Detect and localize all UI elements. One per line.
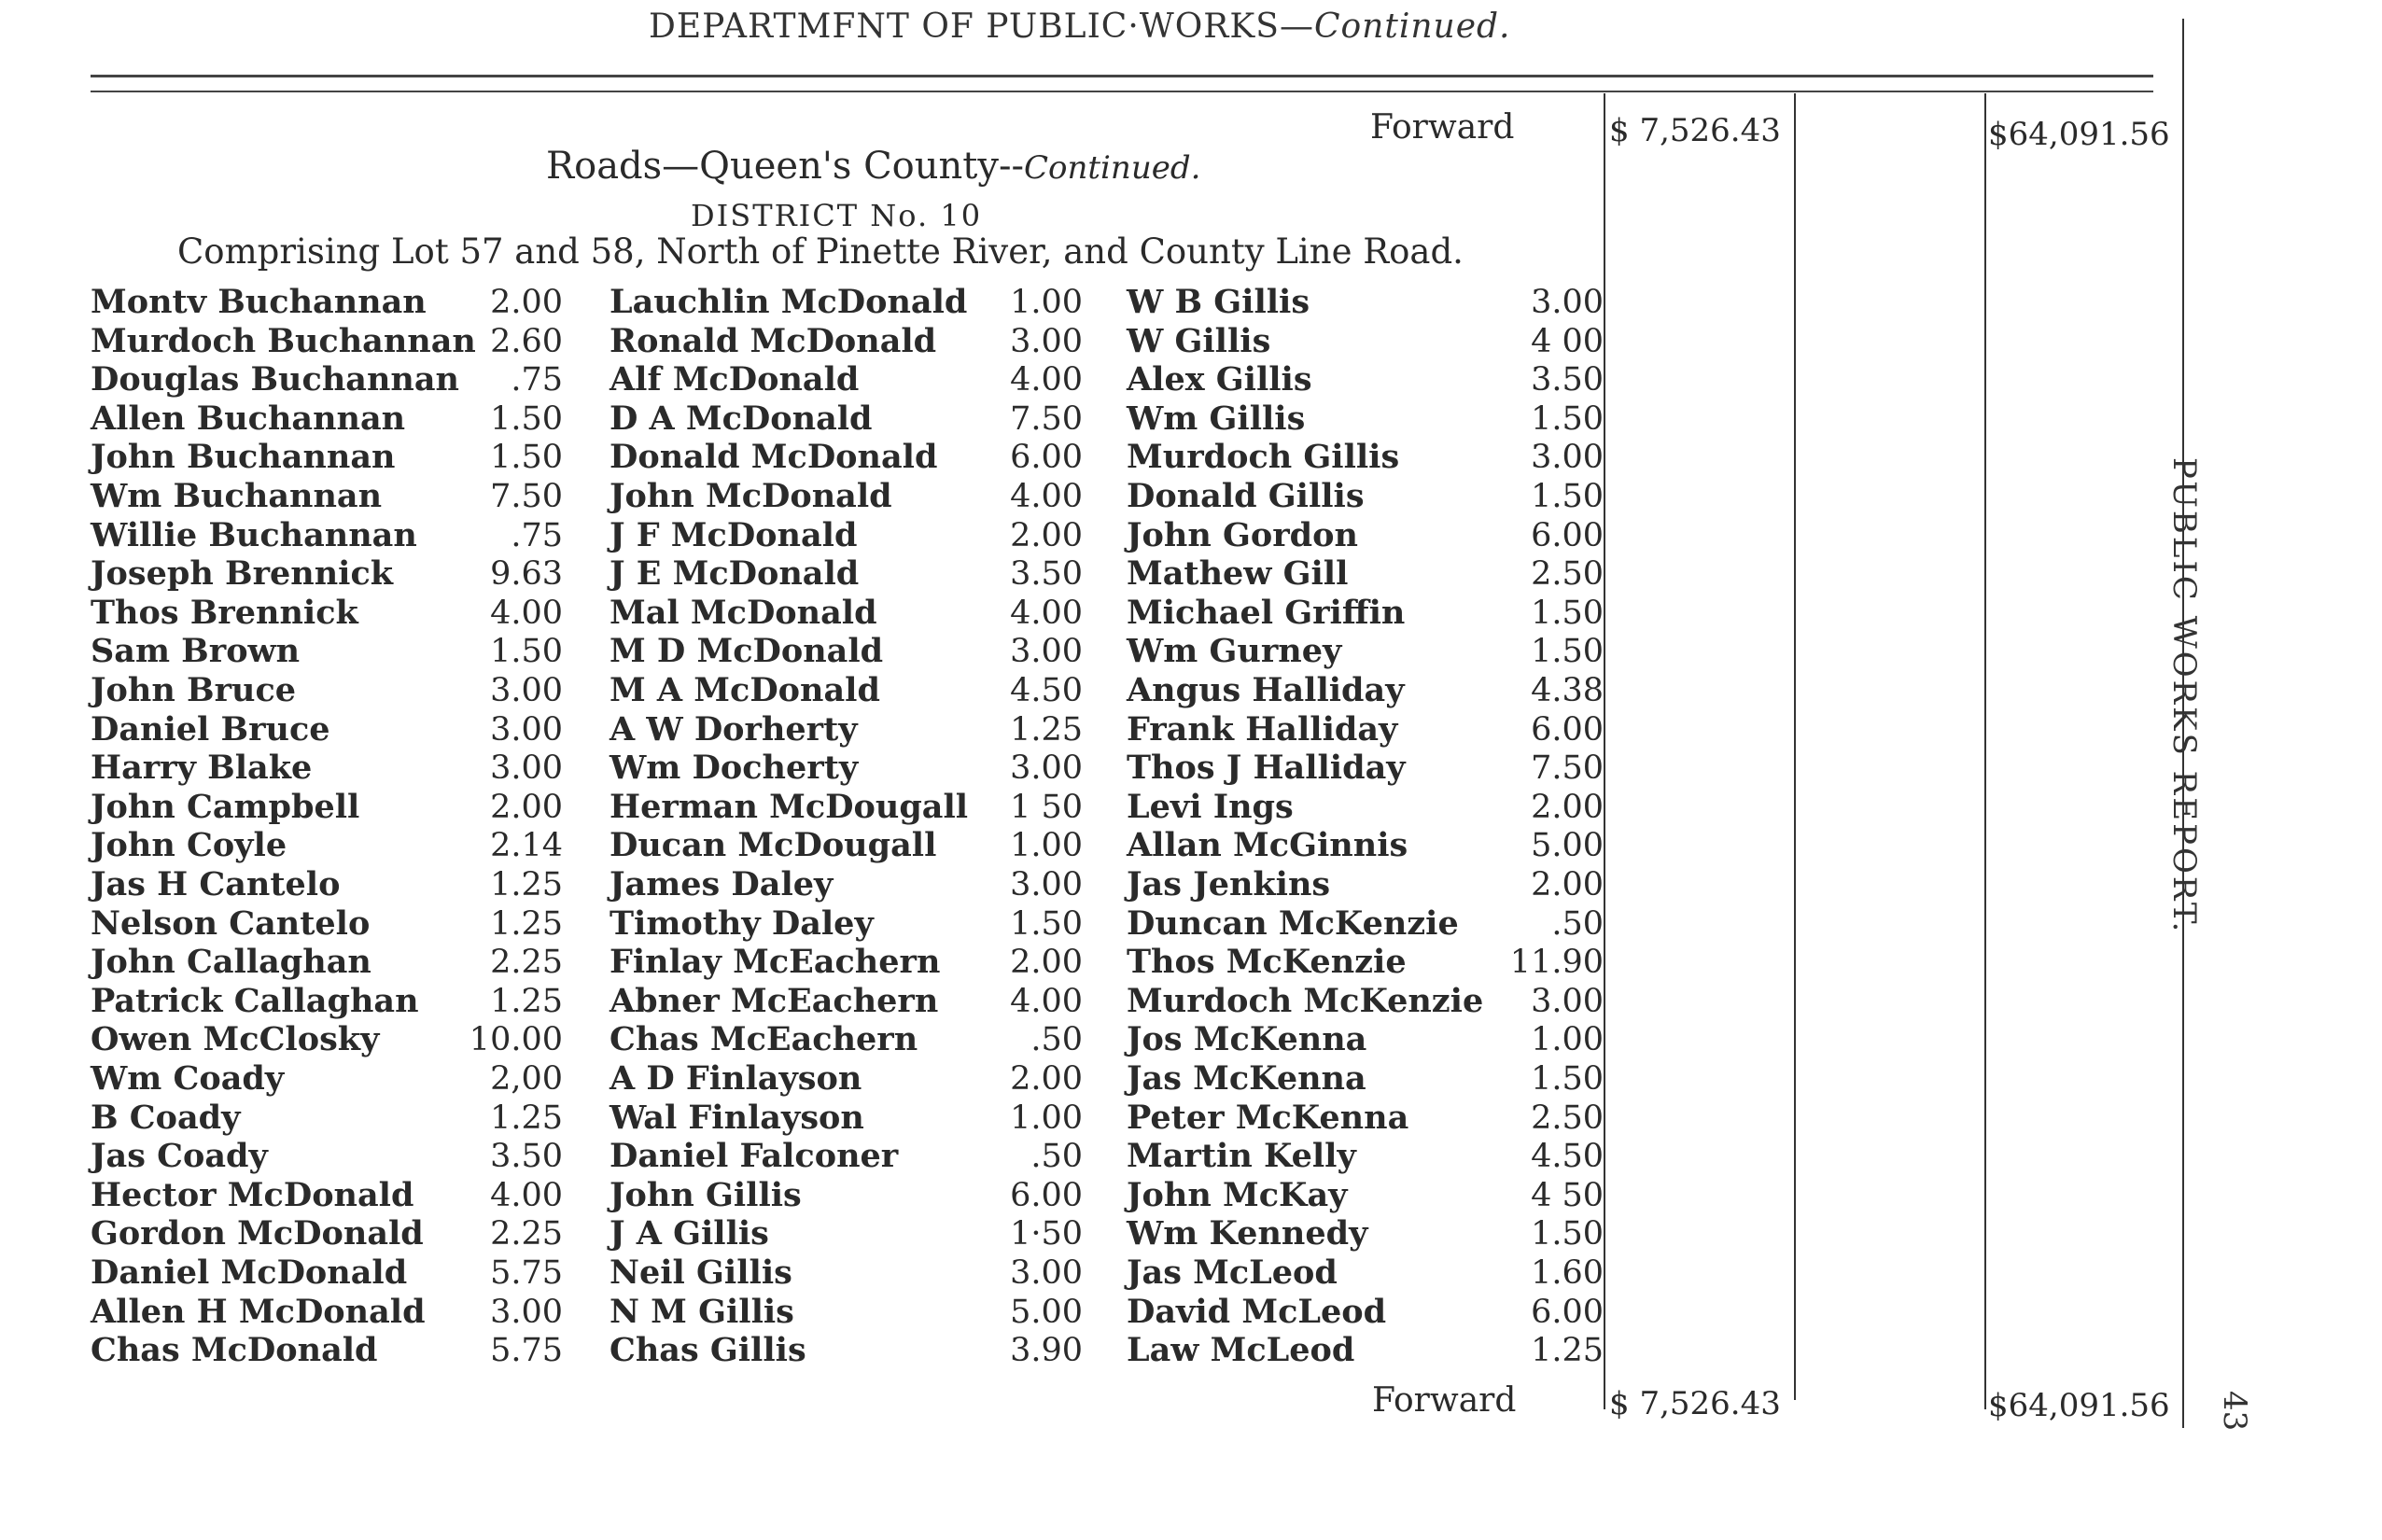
contributor-name: M A McDonald xyxy=(610,671,880,709)
contribution-amount: 2.00 xyxy=(1010,1060,1083,1098)
contributor-name: John Gordon xyxy=(1127,516,1358,554)
table-row xyxy=(0,1099,1605,1138)
contributor-name: D A McDonald xyxy=(610,399,873,438)
contribution-amount: 2.50 xyxy=(1531,555,1604,593)
contribution-amount: 4.50 xyxy=(1531,1138,1604,1175)
header-rule-bottom xyxy=(91,91,2153,92)
contribution-amount: 3.00 xyxy=(1010,1254,1083,1292)
contribution-amount: 2.00 xyxy=(1531,866,1604,903)
contributor-name: Jas Coady xyxy=(91,1137,268,1175)
table-row xyxy=(0,554,1605,594)
district-title: DISTRICT No. 10 xyxy=(691,198,983,233)
contributor-name: John Callaghan xyxy=(91,943,371,981)
header-dash: — xyxy=(1279,7,1314,46)
contribution-amount: 2.50 xyxy=(1531,1099,1604,1137)
contributor-name: Chas McDonald xyxy=(91,1331,378,1369)
contribution-amount: 1.50 xyxy=(1531,595,1604,632)
forward-label-bottom: Forward xyxy=(1372,1381,1517,1420)
contribution-amount: 3.00 xyxy=(490,1294,563,1331)
contributor-name: Duncan McKenzie xyxy=(1127,904,1459,943)
contributor-name: A W Dorherty xyxy=(610,710,858,749)
contributor-name: Allan McGinnis xyxy=(1127,826,1408,864)
contributor-name: Nelson Cantelo xyxy=(91,904,371,943)
contributor-name: Chas Gillis xyxy=(610,1331,806,1369)
contribution-amount: 3.00 xyxy=(1531,284,1604,321)
contributor-name: Martin Kelly xyxy=(1127,1137,1356,1175)
table-row xyxy=(0,594,1605,633)
contribution-amount: 10.00 xyxy=(469,1021,563,1058)
contributor-name: John McDonald xyxy=(610,477,892,515)
contribution-amount: 3.00 xyxy=(490,672,563,709)
column-divider-3 xyxy=(1984,93,1986,1409)
contribution-amount: 1.50 xyxy=(1531,1215,1604,1253)
contribution-amount: 7.50 xyxy=(1531,749,1604,787)
contribution-amount: 1.50 xyxy=(490,439,563,476)
contributor-name: Harry Blake xyxy=(91,749,313,787)
contributor-name: Jas H Cantelo xyxy=(91,865,341,903)
table-row xyxy=(0,1331,1605,1370)
contribution-amount: 2.00 xyxy=(490,284,563,321)
contributor-name: W Gillis xyxy=(1127,322,1271,360)
contributor-name: Wm Coady xyxy=(91,1059,285,1098)
contributor-name: Levi Ings xyxy=(1127,788,1294,826)
contributor-name: Donald McDonald xyxy=(610,438,938,476)
contributor-name: Wm Kennedy xyxy=(1127,1214,1368,1253)
contribution-amount: 3.50 xyxy=(1531,361,1604,399)
table-row xyxy=(0,1020,1605,1059)
contribution-amount: 6.00 xyxy=(1010,439,1083,476)
contribution-amount: 6.00 xyxy=(1531,1294,1604,1331)
district-description: Comprising Lot 57 and 58, North of Pinette River, and County Line Road. xyxy=(177,231,1464,272)
contributor-name: Neil Gillis xyxy=(610,1253,792,1292)
table-row xyxy=(0,788,1605,827)
table-row xyxy=(0,671,1605,710)
page-header xyxy=(649,7,1511,46)
contributor-name: John Bruce xyxy=(91,671,297,709)
contribution-amount: 3.00 xyxy=(490,749,563,787)
contribution-amount: .75 xyxy=(511,361,563,399)
contribution-amount: 1.50 xyxy=(1531,633,1604,670)
forward-amount-bottom-2: $64,091.56 xyxy=(1988,1387,2170,1424)
contribution-amount: 1.25 xyxy=(1531,1332,1604,1369)
contribution-amount: 3.00 xyxy=(1010,633,1083,670)
contributor-name: Law McLeod xyxy=(1127,1331,1355,1369)
contribution-amount: 5.75 xyxy=(490,1254,563,1292)
contributor-name: Patrick Callaghan xyxy=(91,982,419,1020)
contributor-name: Joseph Brennick xyxy=(91,554,394,593)
table-row xyxy=(0,826,1605,865)
contributor-name: Wm Docherty xyxy=(610,749,859,787)
contributor-name: John Coyle xyxy=(91,826,287,864)
contribution-amount: 5.75 xyxy=(490,1332,563,1369)
contribution-amount: 2.00 xyxy=(490,789,563,826)
table-row xyxy=(0,632,1605,671)
forward-amount-top-1: $ 7,526.43 xyxy=(1609,112,1781,149)
contributor-name: Mathew Gill xyxy=(1127,554,1349,593)
contribution-amount: 1.50 xyxy=(1010,905,1083,943)
contributor-name: Finlay McEachern xyxy=(610,943,941,981)
contributor-name: Ronald McDonald xyxy=(610,322,937,360)
table-row xyxy=(0,1214,1605,1253)
forward-label-top: Forward xyxy=(1370,108,1515,147)
header-rule-top xyxy=(91,75,2153,77)
contribution-amount: 2.14 xyxy=(490,827,563,864)
header-title: DEPARTMFNT OF PUBLIC·WORKS xyxy=(649,7,1280,46)
contribution-amount: 6.00 xyxy=(1531,711,1604,749)
contributor-name: Daniel Falconer xyxy=(610,1137,899,1175)
contribution-amount: 3.00 xyxy=(1010,866,1083,903)
contribution-amount: 1·50 xyxy=(1010,1215,1083,1253)
contribution-amount: 2.25 xyxy=(490,944,563,981)
contributor-name: Donald Gillis xyxy=(1127,477,1365,515)
contributor-name: Thos McKenzie xyxy=(1127,943,1407,981)
contributor-name: Montv Buchannan xyxy=(91,283,427,321)
contributor-name: James Daley xyxy=(610,865,834,903)
contributor-name: Thos J Halliday xyxy=(1127,749,1406,787)
contributor-name: Wal Finlayson xyxy=(610,1099,864,1137)
table-row xyxy=(0,1176,1605,1215)
contributor-name: Angus Halliday xyxy=(1127,671,1405,709)
contributor-name: Murdoch Buchannan xyxy=(91,322,476,360)
contributor-name: Alex Gillis xyxy=(1127,360,1312,399)
contribution-amount: 4 50 xyxy=(1531,1177,1604,1214)
contribution-amount: .50 xyxy=(1030,1021,1083,1058)
contribution-amount: 3.00 xyxy=(1010,749,1083,787)
contributor-name: John Gillis xyxy=(610,1176,802,1214)
contribution-amount: 3.50 xyxy=(490,1138,563,1175)
contributor-name: Abner McEachern xyxy=(610,982,939,1020)
contribution-amount: 4.00 xyxy=(490,595,563,632)
contribution-amount: 6.00 xyxy=(1531,517,1604,554)
forward-amount-bottom-1: $ 7,526.43 xyxy=(1609,1385,1781,1422)
column-divider-2 xyxy=(1794,93,1796,1400)
contributor-name: Mal McDonald xyxy=(610,594,877,632)
table-row xyxy=(0,477,1605,516)
contribution-amount: .50 xyxy=(1030,1138,1083,1175)
contributor-name: Murdoch McKenzie xyxy=(1127,982,1484,1020)
contributor-name: Lauchlin McDonald xyxy=(610,283,968,321)
contributor-name: B Coady xyxy=(91,1099,241,1137)
section-title-continued: Continued. xyxy=(1024,149,1201,187)
table-row xyxy=(0,516,1605,555)
table-row xyxy=(0,982,1605,1021)
contribution-amount: 4.00 xyxy=(490,1177,563,1214)
contribution-amount: 6.00 xyxy=(1010,1177,1083,1214)
contributor-name: Timothy Daley xyxy=(610,904,874,943)
side-title: PUBLIC WORKS REPORT. xyxy=(2165,457,2203,935)
contributor-name: Willie Buchannan xyxy=(91,516,417,554)
contributor-name: Chas McEachern xyxy=(610,1020,918,1058)
contribution-amount: 1.50 xyxy=(1531,400,1604,438)
contributor-name: Ducan McDougall xyxy=(610,826,937,864)
contributor-name: Alf McDonald xyxy=(610,360,860,399)
contribution-amount: 9.63 xyxy=(490,555,563,593)
contribution-amount: 5.00 xyxy=(1531,827,1604,864)
contributor-name: John McKay xyxy=(1127,1176,1348,1214)
contribution-amount: 1.25 xyxy=(490,983,563,1020)
table-row xyxy=(0,749,1605,788)
contribution-amount: 3.00 xyxy=(1010,323,1083,360)
contribution-amount: 1.25 xyxy=(1010,711,1083,749)
contribution-amount: 1.00 xyxy=(1010,827,1083,864)
contribution-amount: 1 50 xyxy=(1010,789,1083,826)
page-number: 43 xyxy=(2216,1391,2253,1432)
table-row xyxy=(0,1059,1605,1099)
contributor-name: Jos McKenna xyxy=(1127,1020,1367,1058)
contribution-amount: 3.00 xyxy=(1531,983,1604,1020)
contribution-amount: .75 xyxy=(511,517,563,554)
contributor-name: Jas McLeod xyxy=(1127,1253,1338,1292)
table-row xyxy=(0,1293,1605,1332)
contribution-amount: 1.25 xyxy=(490,905,563,943)
table-row xyxy=(0,865,1605,904)
contributor-name: J E McDonald xyxy=(610,554,860,593)
section-title-text: Roads—Queen's County-- xyxy=(546,145,1024,188)
table-row xyxy=(0,710,1605,749)
table-row xyxy=(0,904,1605,944)
contributor-name: John Buchannan xyxy=(91,438,396,476)
contributor-name: W B Gillis xyxy=(1127,283,1310,321)
contribution-amount: 3.90 xyxy=(1010,1332,1083,1369)
contribution-amount: 2.00 xyxy=(1010,944,1083,981)
contribution-amount: 4.00 xyxy=(1010,478,1083,515)
contributor-name: Murdoch Gillis xyxy=(1127,438,1400,476)
table-row xyxy=(0,943,1605,982)
table-row xyxy=(0,1137,1605,1176)
contributor-name: Michael Griffin xyxy=(1127,594,1406,632)
contribution-amount: 3.50 xyxy=(1010,555,1083,593)
contribution-amount: 2.60 xyxy=(490,323,563,360)
contributor-name: Allen Buchannan xyxy=(91,399,406,438)
table-row xyxy=(0,360,1605,399)
contributor-name: David McLeod xyxy=(1127,1293,1387,1331)
contribution-amount: 4.00 xyxy=(1010,361,1083,399)
contribution-amount: 5.00 xyxy=(1010,1294,1083,1331)
contribution-amount: 1.50 xyxy=(490,400,563,438)
contribution-amount: 4.50 xyxy=(1010,672,1083,709)
contribution-amount: 1.00 xyxy=(1010,1099,1083,1137)
contribution-amount: 3.00 xyxy=(490,711,563,749)
contribution-amount: 3.00 xyxy=(1531,439,1604,476)
table-row xyxy=(0,399,1605,439)
contributor-name: Daniel McDonald xyxy=(91,1253,408,1292)
contributor-name: Peter McKenna xyxy=(1127,1099,1409,1137)
contributor-name: Douglas Buchannan xyxy=(91,360,459,399)
contributor-name: J A Gillis xyxy=(610,1214,769,1253)
contribution-amount: 1.50 xyxy=(1531,1060,1604,1098)
header-continued: Continued. xyxy=(1313,7,1511,46)
contributor-name: A D Finlayson xyxy=(610,1059,862,1098)
contributor-name: M D McDonald xyxy=(610,632,884,670)
contribution-amount: 1.25 xyxy=(490,1099,563,1137)
contribution-amount: 2.00 xyxy=(1531,789,1604,826)
contribution-amount: 1.25 xyxy=(490,866,563,903)
section-title xyxy=(546,145,1200,188)
table-row xyxy=(0,438,1605,477)
contributor-name: Jas Jenkins xyxy=(1127,865,1331,903)
contribution-amount: 1.00 xyxy=(1531,1021,1604,1058)
contribution-amount: 7.50 xyxy=(1010,400,1083,438)
contributor-name: Wm Gurney xyxy=(1127,632,1342,670)
contribution-amount: 4 00 xyxy=(1531,323,1604,360)
contributor-name: Frank Halliday xyxy=(1127,710,1398,749)
contributor-name: J F McDonald xyxy=(610,516,858,554)
forward-amount-top-2: $64,091.56 xyxy=(1988,116,2170,153)
contribution-amount: 11.90 xyxy=(1509,944,1604,981)
contributor-name: John Campbell xyxy=(91,788,360,826)
contributor-name: Owen McClosky xyxy=(91,1020,380,1058)
contribution-amount: 4.00 xyxy=(1010,595,1083,632)
contribution-amount: 4.38 xyxy=(1531,672,1604,709)
table-row xyxy=(0,322,1605,361)
contribution-amount: .50 xyxy=(1551,905,1604,943)
contribution-amount: 1.00 xyxy=(1010,284,1083,321)
contributor-name: Herman McDougall xyxy=(610,788,969,826)
contributor-name: Allen H McDonald xyxy=(91,1293,426,1331)
table-row xyxy=(0,283,1605,322)
contribution-amount: 2,00 xyxy=(490,1060,563,1098)
table-row xyxy=(0,1253,1605,1293)
contribution-amount: 1.50 xyxy=(490,633,563,670)
contributor-name: Gordon McDonald xyxy=(91,1214,424,1253)
contribution-amount: 1.50 xyxy=(1531,478,1604,515)
contributor-name: N M Gillis xyxy=(610,1293,794,1331)
contribution-amount: 2.25 xyxy=(490,1215,563,1253)
contributor-name: Thos Brennick xyxy=(91,594,358,632)
contributor-name: Daniel Bruce xyxy=(91,710,330,749)
contributor-name: Wm Gillis xyxy=(1127,399,1306,438)
contribution-amount: 2.00 xyxy=(1010,517,1083,554)
contribution-amount: 4.00 xyxy=(1010,983,1083,1020)
contribution-amount: 7.50 xyxy=(490,478,563,515)
contributor-name: Wm Buchannan xyxy=(91,477,383,515)
contributor-name: Hector McDonald xyxy=(91,1176,414,1214)
contributor-name: Sam Brown xyxy=(91,632,301,670)
contributor-name: Jas McKenna xyxy=(1127,1059,1366,1098)
contribution-amount: 1.60 xyxy=(1531,1254,1604,1292)
